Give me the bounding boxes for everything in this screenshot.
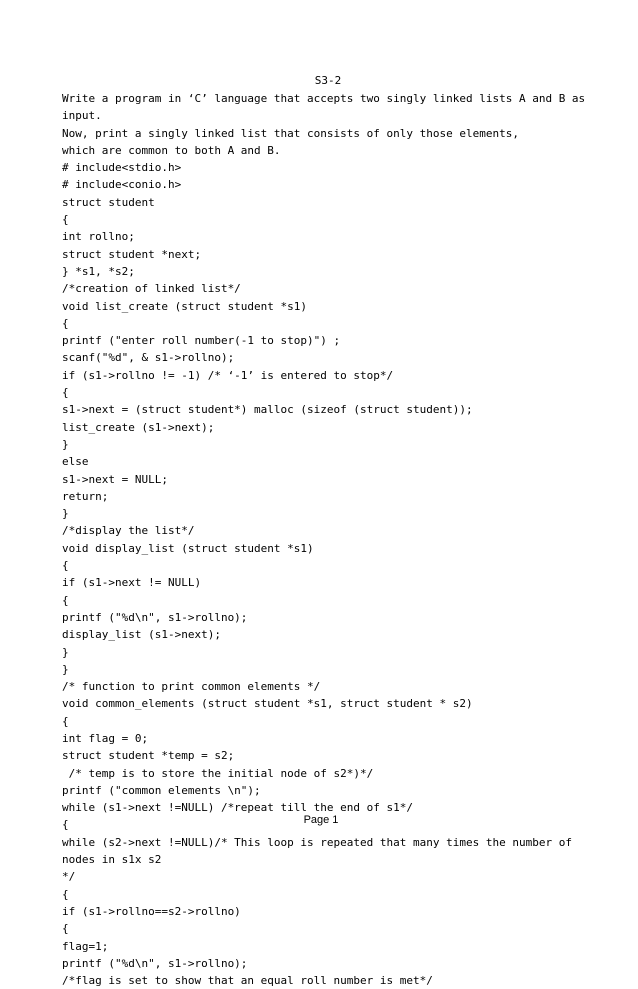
text-line: Now, print a singly linked list that consists of only those elements, <box>62 126 519 140</box>
text-line: /*flag is set to show that an equal roll number is met*/ <box>62 974 433 988</box>
text-line: else <box>62 455 89 469</box>
text-line: if (s1->next != NULL) <box>62 576 202 590</box>
text-line: { <box>62 922 69 936</box>
text-line: { <box>62 213 69 227</box>
text-line: flag=1; <box>62 939 109 953</box>
text-line: void common_elements (struct student *s1, struct student * s2) <box>62 697 473 711</box>
text-line: int flag = 0; <box>62 731 149 745</box>
text-line: { <box>62 593 69 607</box>
text-line: } <box>62 437 69 451</box>
text-line: struct student *next; <box>62 247 202 261</box>
text-line: list_create (s1->next); <box>62 420 215 434</box>
page-title: S3-2 <box>314 74 342 87</box>
text-line: { <box>62 714 69 728</box>
text-line: void display_list (struct student *s1) <box>62 541 314 555</box>
text-line: { <box>62 316 69 330</box>
text-line: printf ("common elements \n"); <box>62 783 261 797</box>
text-line: { <box>62 887 69 901</box>
text-line: */ <box>62 870 76 884</box>
page-footer: Page 1 <box>303 814 339 826</box>
text-line: if (s1->rollno != -1) /* ‘-1’ is entered to stop*/ <box>62 368 394 382</box>
text-line: printf ("enter roll number(-1 to stop)") ; <box>62 334 341 348</box>
text-line: } <box>62 507 69 521</box>
text-line: printf ("%d\n", s1->rollno); <box>62 956 248 970</box>
text-line: void list_create (struct student *s1) <box>62 299 308 313</box>
text-line: /*creation of linked list*/ <box>62 282 241 296</box>
text-line: scanf("%d", & s1->rollno); <box>62 351 235 365</box>
text-line: /* function to print common elements */ <box>62 680 321 694</box>
text-line: } <box>62 662 69 676</box>
text-line: which are common to both A and B. <box>62 143 281 157</box>
text-line: while (s2->next !=NULL)/* This loop is repeated that many times the number of <box>62 835 572 849</box>
text-line: int rollno; <box>62 230 135 244</box>
text-line: while (s1->next !=NULL) /*repeat till the end of s1*/ <box>62 801 413 815</box>
text-line: Write a program in ‘C’ language that accepts two singly linked lists A and B as <box>62 92 586 105</box>
text-line: s1->next = NULL; <box>62 472 168 486</box>
text-line: if (s1->rollno==s2->rollno) <box>62 904 241 918</box>
text-line: { <box>62 559 69 573</box>
text-line: { <box>62 818 69 832</box>
text-line: nodes in s1x s2 <box>62 853 162 867</box>
text-line: struct student <box>62 195 155 209</box>
text-line: struct student *temp = s2; <box>62 749 235 763</box>
text-line: # include<stdio.h> <box>62 161 182 175</box>
text-line: printf ("%d\n", s1->rollno); <box>62 610 248 624</box>
text-line: # include<conio.h> <box>62 178 182 192</box>
text-line: return; <box>62 489 109 503</box>
text-line: { <box>62 386 69 400</box>
text-line: } *s1, *s2; <box>62 264 135 278</box>
text-line: display_list (s1->next); <box>62 628 221 642</box>
document-body <box>62 90 586 989</box>
text-line: input. <box>62 109 102 123</box>
text-line: /* temp is to store the initial node of s2*)*/ <box>62 766 374 780</box>
text-line: s1->next = (struct student*) malloc (sizeof (struct student)); <box>62 403 473 417</box>
text-line: } <box>62 645 69 659</box>
text-line: /*display the list*/ <box>62 524 195 538</box>
